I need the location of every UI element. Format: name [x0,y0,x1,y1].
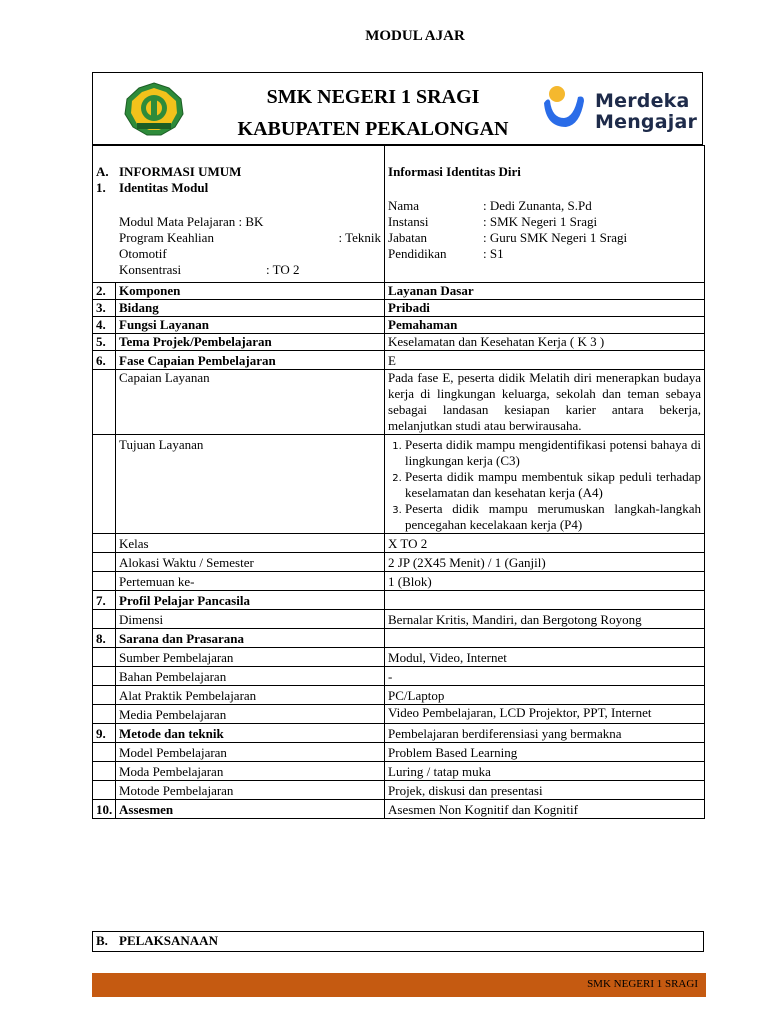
sumber-value: Modul, Video, Internet [385,648,705,667]
table-row [93,334,705,351]
section-b-heading: B. PELAKSANAAN [92,931,704,952]
module-info-table [92,145,705,819]
komponen-value: Layanan Dasar [385,283,705,300]
alokasi-label: Alokasi Waktu / Semester [116,553,385,572]
fase-capaian-value: E [385,351,705,370]
identitas-diri-heading: Informasi Identitas Diri [388,164,521,179]
profil-pelajar-label: Profil Pelajar Pancasila [116,591,385,610]
table-row [93,572,705,591]
kelas-value: X TO 2 [385,534,705,553]
footer-bar [92,973,706,997]
bidang-value: Pribadi [385,300,705,317]
moda-value: Luring / tatap muka [385,762,705,781]
capaian-layanan-label: Capaian Layanan [116,370,385,435]
table-row [93,705,705,724]
pertemuan-value: 1 (Blok) [385,572,705,591]
bidang-label: Bidang [116,300,385,317]
komponen-label: Komponen [116,283,385,300]
table-row [93,591,705,610]
row-number: 6. [93,351,116,370]
module-identity-details [96,214,381,278]
row-number: 7. [93,591,116,610]
mata-pelajaran-line: Modul Mata Pelajaran : BK [119,214,264,229]
table-row [93,724,705,743]
fungsi-layanan-value: Pemahaman [385,317,705,334]
program-keahlian-line: Program Keahlian : Teknik [119,230,382,245]
row-number [93,572,116,591]
table-row [93,351,705,370]
jabatan-row: Jabatan : Guru SMK Negeri 1 Sragi [388,230,628,245]
tujuan-layanan-value [385,435,705,534]
alokasi-value: 2 JP (2X45 Menit) / 1 (Ganjil) [385,553,705,572]
fungsi-layanan-label: Fungsi Layanan [116,317,385,334]
metode-value: Pembelajaran berdiferensiasi yang bermakna [385,724,705,743]
motode-label: Motode Pembelajaran [116,781,385,800]
otomotif-line: Otomotif [119,246,167,261]
table-row [93,317,705,334]
sarana-label: Sarana dan Prasarana [116,629,385,648]
table-row [93,667,705,686]
row-number: 4. [93,317,116,334]
footer-text: SMK NEGERI 1 SRAGI [587,978,698,990]
table-row [93,534,705,553]
bahan-value: - [385,667,705,686]
identitas-modul-cell [93,146,385,283]
fase-capaian-label: Fase Capaian Pembelajaran [116,351,385,370]
table-row [93,743,705,762]
row-number [93,648,116,667]
table-row [93,610,705,629]
table-row [93,648,705,667]
sumber-label: Sumber Pembelajaran [116,648,385,667]
tujuan-layanan-label: Tujuan Layanan [116,435,385,534]
profil-pelajar-value [385,591,705,610]
row-number: 5. [93,334,116,351]
table-row [93,283,705,300]
pendidikan-row: Pendidikan : S1 [388,246,504,261]
capaian-layanan-value: Pada fase E, peserta didik Melatih diri menerapkan budaya kerja di lingkungan keluarga, sekolah dan teman sebaya sebagai landasan kesiapan karier antara bekerja, melanjutkan studi atau berwirausaha. [385,370,705,435]
konsentrasi-line: Konsentrasi : TO 2 [119,262,300,277]
table-row [93,781,705,800]
header-box [92,72,703,145]
document-title: MODUL AJAR [365,28,465,44]
school-emblem-icon [123,81,185,137]
assesmen-value: Asesmen Non Kognitif dan Kognitif [385,800,705,819]
identitas-modul-heading: 1. Identitas Modul [96,180,209,195]
table-row [93,629,705,648]
row-number: 2. [93,283,116,300]
table-row [93,800,705,819]
metode-label: Metode dan teknik [116,724,385,743]
media-label: Media Pembelajaran [116,705,385,724]
row-number [93,534,116,553]
row-number [93,553,116,572]
row-number: 10. [93,800,116,819]
school-name [213,81,533,145]
row-number [93,435,116,534]
merdeka-mengajar-logo [540,81,700,137]
tema-value: Keselamatan dan Kesehatan Kerja ( K 3 ) [385,334,705,351]
dimensi-value: Bernalar Kritis, Mandiri, dan Bergotong Royong [385,610,705,629]
personal-identity-details [388,198,701,262]
school-name-line2: KABUPATEN PEKALONGAN [237,118,509,140]
assesmen-label: Assesmen [116,800,385,819]
school-name-line1: SMK NEGERI 1 SRAGI [266,86,480,108]
table-row [93,762,705,781]
row-number [93,781,116,800]
table-row [93,300,705,317]
list-item: 1. Peserta didik mampu mengidentifikasi potensi bahaya di lingkungan kerja (C3) [405,437,701,469]
alat-label: Alat Praktik Pembelajaran [116,686,385,705]
table-row [93,370,705,435]
table-row [93,553,705,572]
row-number: 8. [93,629,116,648]
model-label: Model Pembelajaran [116,743,385,762]
logo-text-line1: Merdeka [595,90,690,112]
section-a-heading: A. INFORMASI UMUM [96,164,242,179]
nama-row: Nama : Dedi Zunanta, S.Pd [388,198,592,213]
identitas-diri-cell [385,146,705,283]
sarana-value [385,629,705,648]
pertemuan-label: Pertemuan ke- [116,572,385,591]
bahan-label: Bahan Pembelajaran [116,667,385,686]
media-value: Video Pembelajaran, LCD Projektor, PPT, Internet [385,705,705,724]
kelas-label: Kelas [116,534,385,553]
dimensi-label: Dimensi [116,610,385,629]
model-value: Problem Based Learning [385,743,705,762]
row-number [93,610,116,629]
row-number: 3. [93,300,116,317]
row-number [93,743,116,762]
motode-value: Projek, diskusi dan presentasi [385,781,705,800]
table-row [93,435,705,534]
list-item: 3. Peserta didik mampu merumuskan langkah-langkah pencegahan kecelakaan kerja (P4) [405,501,701,533]
row-number [93,370,116,435]
table-row [93,146,705,283]
logo-text-line2: Mengajar [595,111,698,133]
list-item: 2. Peserta didik mampu membentuk sikap peduli terhadap keselamatan dan kesehatan kerja (A4) [405,469,701,501]
row-number [93,762,116,781]
merdeka-mengajar-icon [540,81,592,137]
instansi-row: Instansi : SMK Negeri 1 Sragi [388,214,598,229]
moda-label: Moda Pembelajaran [116,762,385,781]
table-row [93,686,705,705]
alat-value: PC/Laptop [385,686,705,705]
row-number [93,667,116,686]
row-number: 9. [93,724,116,743]
row-number [93,705,116,724]
row-number [93,686,116,705]
tema-label: Tema Projek/Pembelajaran [116,334,385,351]
